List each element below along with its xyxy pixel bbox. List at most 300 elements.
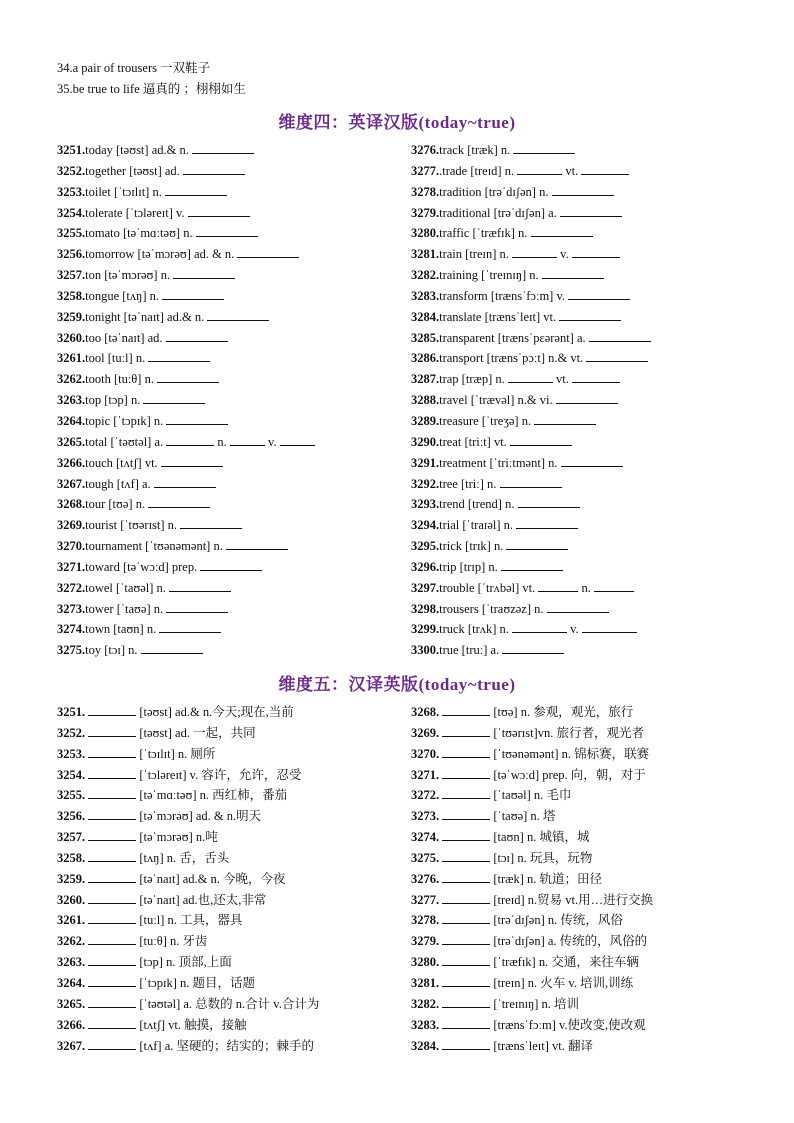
answer-blank[interactable] (166, 600, 228, 613)
item-number: 3259. (57, 309, 86, 324)
item-text: treatment [ˈtriːtmənt] n. (439, 455, 561, 470)
vocab-row (411, 848, 653, 869)
item-number: 3279. (411, 934, 443, 949)
item-number: 3276. (411, 871, 443, 886)
answer-blank[interactable] (568, 287, 630, 300)
answer-blank[interactable] (506, 537, 568, 550)
vocab-row (411, 702, 653, 723)
item-number: 3259. (57, 871, 89, 886)
vocab-row (57, 474, 315, 495)
vocab-row (57, 744, 319, 765)
answer-blank[interactable] (166, 433, 214, 446)
answer-blank[interactable] (586, 349, 648, 362)
item-text: [taʊn] n. 城镇，城 (490, 830, 590, 845)
item-number: 3269. (411, 725, 443, 740)
item-number: 3288. (411, 393, 440, 408)
vocab-row (57, 806, 319, 827)
item-text: toy [tɔɪ] n. (85, 643, 141, 658)
vocab-row (57, 640, 315, 661)
answer-blank[interactable] (442, 849, 490, 862)
item-number: 3298. (411, 601, 440, 616)
vocab-row (411, 432, 651, 453)
item-number: 3265. (57, 434, 86, 449)
answer-blank[interactable] (442, 974, 490, 987)
item-text: tree [triː] n. (439, 476, 500, 491)
answer-blank[interactable] (161, 454, 223, 467)
answer-blank[interactable] (542, 266, 604, 279)
answer-blank[interactable] (280, 433, 315, 446)
item-number: 3272. (411, 788, 443, 803)
item-number: 3283. (411, 288, 440, 303)
answer-blank[interactable] (88, 891, 136, 904)
vocab-row (411, 536, 651, 557)
item-text: toilet [ˈtɔɪlɪt] n. (85, 184, 165, 199)
vocab-row (411, 140, 651, 161)
item-number: 3291. (411, 455, 440, 470)
vocab-row (411, 494, 651, 515)
item-number: 3258. (57, 288, 86, 303)
item-number: 3280. (411, 955, 443, 970)
item-text: [tʌŋ] n. 舌，舌头 (136, 850, 230, 865)
vocab-row (411, 931, 653, 952)
vocab-row (411, 203, 651, 224)
answer-blank[interactable] (594, 579, 634, 592)
answer-blank[interactable] (237, 245, 299, 258)
item-number: 3271. (57, 559, 86, 574)
item-number: 3292. (411, 476, 440, 491)
answer-blank[interactable] (88, 1016, 136, 1029)
item-text: transform [trænsˈfɔːm] v. (439, 288, 569, 303)
item-number: 3261. (57, 913, 89, 928)
item-number: 3293. (411, 497, 440, 512)
item-number: 3297. (411, 580, 440, 595)
item-text: [ˈtʊərɪst]vn. 旅行者，观光者 (490, 725, 644, 740)
answer-blank[interactable] (442, 911, 490, 924)
vocab-row (411, 827, 653, 848)
item-number: 3286. (411, 351, 440, 366)
answer-blank[interactable] (88, 703, 136, 716)
vocab-row (411, 182, 651, 203)
answer-blank[interactable] (173, 266, 235, 279)
answer-blank[interactable] (561, 454, 623, 467)
answer-blank[interactable] (88, 724, 136, 737)
item-number: 3281. (411, 247, 440, 262)
vocab-row (411, 952, 653, 973)
answer-blank[interactable] (500, 475, 562, 488)
vocab-row (57, 494, 315, 515)
answer-blank[interactable] (534, 412, 596, 425)
item-number: 3267. (57, 1038, 89, 1053)
answer-blank[interactable] (88, 974, 136, 987)
item-number: 3282. (411, 996, 443, 1011)
item-text: [ˈtəʊtəl] a. 总数的 n.合计 v.合计为 (136, 996, 320, 1011)
vocab-row (411, 286, 651, 307)
vocab-row (57, 1015, 319, 1036)
vocab-row (57, 702, 319, 723)
vocab-row (411, 765, 653, 786)
vocab-row (57, 599, 315, 620)
item-text: [tɔɪ] n. 玩具，玩物 (490, 850, 593, 865)
vocab-row (411, 369, 651, 390)
item-text: translate [trænsˈleɪt] vt. (439, 309, 560, 324)
answer-blank[interactable] (88, 911, 136, 924)
item-number: 3272. (57, 580, 86, 595)
vocab-row (411, 244, 651, 265)
vocab-row (57, 952, 319, 973)
answer-blank[interactable] (207, 308, 269, 321)
item-number: 3251. (57, 705, 89, 719)
item-text: tooth [tuːθ] n. (85, 372, 158, 387)
section4-left-column (57, 140, 315, 661)
answer-blank[interactable] (442, 828, 490, 841)
item-text: tool [tuːl] n. (85, 351, 149, 366)
answer-blank[interactable] (88, 995, 136, 1008)
vocab-row (411, 161, 651, 182)
answer-blank[interactable] (518, 495, 580, 508)
item-number: 3282. (411, 268, 440, 283)
item-text: [tɔp] n. 顶部,上面 (136, 955, 232, 970)
item-text: [treɪd] n.贸易 vt.用…进行交换 (490, 892, 654, 907)
item-text: [tuːl] n. 工具，器具 (136, 913, 243, 928)
vocab-row (57, 140, 315, 161)
item-text: top [tɔp] n. (85, 393, 144, 408)
vocab-row (411, 599, 651, 620)
vocab-row (411, 348, 651, 369)
intro-lines (57, 58, 246, 100)
item-text: [ˈtɔɪlɪt] n. 厕所 (136, 746, 216, 761)
vocab-row (57, 931, 319, 952)
item-number: 3269. (57, 518, 86, 533)
answer-blank[interactable] (552, 183, 614, 196)
vocab-row (411, 265, 651, 286)
answer-blank[interactable] (531, 224, 593, 237)
vocab-row (57, 973, 319, 994)
answer-blank[interactable] (517, 162, 562, 175)
item-text: [təˈmɑːtəʊ] n. 西红柿，番茄 (136, 788, 288, 803)
item-text: town [taʊn] n. (85, 622, 160, 637)
vocab-row (57, 161, 315, 182)
item-text: travel [ˈtrævəl] n.& vi. (439, 393, 556, 408)
answer-blank[interactable] (560, 204, 622, 217)
answer-blank[interactable] (502, 641, 564, 654)
answer-blank[interactable] (141, 641, 203, 654)
answer-blank[interactable] (442, 870, 490, 883)
item-text: [træk] n. 轨道；田径 (490, 871, 603, 886)
answer-blank[interactable] (88, 932, 136, 945)
vocab-row (57, 286, 315, 307)
answer-blank[interactable] (538, 579, 578, 592)
vocab-row (57, 453, 315, 474)
item-text: tolerate [ˈtɔləreɪt] v. (85, 205, 188, 220)
vocab-row (57, 265, 315, 286)
item-text: too [təˈnaɪt] ad. (85, 330, 166, 345)
item-text: [ˈtaʊəl] n. 毛巾 (490, 788, 572, 803)
vocab-row (57, 785, 319, 806)
answer-blank[interactable] (442, 932, 490, 945)
answer-blank[interactable] (165, 183, 227, 196)
answer-blank[interactable] (159, 620, 221, 633)
item-number: 3287. (411, 372, 440, 387)
item-number: 3275. (57, 643, 86, 658)
item-text: treasure [ˈtreʒə] n. (439, 413, 535, 428)
item-text: [treɪn] n. 火车 v. 培训,训练 (490, 975, 634, 990)
item-text: trend [trend] n. (439, 497, 518, 512)
item-number: 3251. (57, 143, 86, 157)
item-text: towel [ˈtaʊəl] n. (85, 580, 170, 595)
answer-blank[interactable] (589, 329, 651, 342)
item-text: together [təʊst] ad. (85, 163, 183, 178)
vocab-row (57, 890, 319, 911)
item-number: 3274. (411, 830, 443, 845)
item-text: [ˈtaʊə] n. 塔 (490, 809, 556, 824)
answer-blank[interactable] (442, 1016, 490, 1029)
item-text: truck [trʌk] n. (439, 622, 513, 637)
item-number: 3262. (57, 372, 86, 387)
item-number: 3284. (411, 1038, 443, 1053)
item-number: 3260. (57, 330, 86, 345)
answer-blank[interactable] (162, 287, 224, 300)
answer-blank[interactable] (166, 412, 228, 425)
item-number: 3289. (411, 413, 440, 428)
item-number: 3299. (411, 622, 440, 637)
item-number: 3264. (57, 975, 89, 990)
answer-blank[interactable] (442, 807, 490, 820)
item-number: 3270. (411, 746, 443, 761)
item-number: 3260. (57, 892, 89, 907)
answer-blank[interactable] (166, 329, 228, 342)
item-text: ton [təˈmɔrəʊ] n. (85, 268, 174, 283)
answer-blank[interactable] (582, 620, 637, 633)
item-text: total [ˈtəʊtəl] a. (85, 434, 167, 449)
item-number: 3256. (57, 809, 89, 824)
pos-label: vt. (552, 372, 572, 387)
answer-blank[interactable] (510, 433, 572, 446)
vocab-row (57, 369, 315, 390)
vocab-row (411, 390, 651, 411)
item-number: 3274. (57, 622, 86, 637)
item-number: 3273. (57, 601, 86, 616)
item-text: [təˈnaɪt] ad.& n. 今晚，今夜 (136, 871, 286, 886)
vocab-row (411, 806, 653, 827)
answer-blank[interactable] (442, 703, 490, 716)
item-text: [təʊst] ad. 一起，共同 (136, 725, 256, 740)
answer-blank[interactable] (501, 558, 563, 571)
vocab-row (57, 411, 315, 432)
item-number: 3294. (411, 518, 440, 533)
answer-blank[interactable] (148, 495, 210, 508)
answer-blank[interactable] (581, 162, 629, 175)
item-text: [ˈtɔləreɪt] v. 容许，允许，忍受 (136, 767, 302, 782)
answer-blank[interactable] (442, 1037, 490, 1050)
answer-blank[interactable] (516, 516, 578, 529)
answer-blank[interactable] (188, 204, 250, 217)
answer-blank[interactable] (88, 745, 136, 758)
vocab-row (57, 1036, 319, 1057)
answer-blank[interactable] (513, 141, 575, 154)
item-text: trousers [ˈtraʊzəz] n. (439, 601, 547, 616)
item-text: trap [træp] n. (439, 372, 508, 387)
vocab-row (57, 723, 319, 744)
item-number: 3257. (57, 830, 89, 845)
section5-left-column (57, 702, 319, 1056)
vocab-row (57, 328, 315, 349)
answer-blank[interactable] (547, 600, 609, 613)
item-text: treat [triːt] vt. (439, 434, 510, 449)
item-text: trick [trɪk] n. (439, 539, 507, 554)
vocab-row (57, 390, 315, 411)
item-number: 3252. (57, 163, 86, 178)
item-text: true [truː] a. (439, 643, 503, 658)
item-text: traffic [ˈtræfɪk] n. (439, 226, 531, 241)
vocab-row (57, 765, 319, 786)
item-text: [təˈmɔrəʊ] n.吨 (136, 830, 218, 845)
vocab-row (411, 744, 653, 765)
item-text: [tʌf] a. 坚硬的；结实的；棘手的 (136, 1038, 315, 1053)
item-number: 3253. (57, 184, 86, 199)
item-number: 3281. (411, 975, 443, 990)
item-number: 3262. (57, 934, 89, 949)
vocab-row (57, 619, 315, 640)
vocab-row (57, 827, 319, 848)
answer-blank[interactable] (442, 724, 490, 737)
item-text: [təˈnaɪt] ad.也,还太,非常 (136, 892, 267, 907)
answer-blank[interactable] (200, 558, 262, 571)
item-number: 3258. (57, 850, 89, 865)
item-text: today [təʊst] ad.& n. (85, 143, 192, 157)
item-number: 3257. (57, 268, 86, 283)
answer-blank[interactable] (157, 370, 219, 383)
item-number: 3270. (57, 539, 86, 554)
vocab-row (411, 515, 651, 536)
vocab-row (411, 890, 653, 911)
answer-blank[interactable] (442, 766, 490, 779)
vocab-row (411, 474, 651, 495)
item-text: trial [ˈtraɪəl] n. (439, 518, 517, 533)
answer-blank[interactable] (512, 620, 567, 633)
item-number: 3268. (57, 497, 86, 512)
item-text: tomorrow [təˈmɔrəʊ] ad. & n. (85, 247, 238, 262)
answer-blank[interactable] (88, 849, 136, 862)
answer-blank[interactable] (196, 224, 258, 237)
item-text: topic [ˈtɔpɪk] n. (85, 413, 167, 428)
item-number: 3275. (411, 850, 443, 865)
vocab-row (57, 910, 319, 931)
item-number: 3255. (57, 226, 86, 241)
section4-right-column (411, 140, 651, 661)
item-number: 3254. (57, 205, 86, 220)
answer-blank[interactable] (180, 516, 242, 529)
vocab-row (57, 307, 315, 328)
vocab-row (411, 640, 651, 661)
answer-blank[interactable] (88, 870, 136, 883)
item-text: [trænsˈleɪt] vt. 翻译 (490, 1038, 594, 1053)
item-number: 3277. (411, 163, 440, 178)
item-text: trouble [ˈtrʌbəl] vt. (439, 580, 539, 595)
answer-blank[interactable] (226, 537, 288, 550)
item-number: 3295. (411, 539, 440, 554)
pos-label: v. (557, 247, 572, 262)
vocab-row (411, 1036, 653, 1057)
item-text: tour [tʊə] n. (85, 497, 149, 512)
item-number: 3266. (57, 455, 86, 470)
answer-blank[interactable] (442, 745, 490, 758)
answer-blank[interactable] (559, 308, 621, 321)
item-number: 3254. (57, 767, 89, 782)
vocab-row (57, 578, 315, 599)
item-text: [trænsˈfɔːm] v.使改变,使改观 (490, 1017, 646, 1032)
answer-blank[interactable] (143, 391, 205, 404)
vocab-row (411, 223, 651, 244)
answer-blank[interactable] (88, 828, 136, 841)
answer-blank[interactable] (148, 349, 210, 362)
answer-blank[interactable] (556, 391, 618, 404)
answer-blank[interactable] (169, 579, 231, 592)
vocab-row (57, 223, 315, 244)
item-text: [tuːθ] n. 牙齿 (136, 934, 208, 949)
vocab-row (57, 348, 315, 369)
item-text: training [ˈtreɪnɪŋ] n. (439, 268, 542, 283)
answer-blank[interactable] (88, 786, 136, 799)
item-text: tongue [tʌŋ] n. (85, 288, 163, 303)
answer-blank[interactable] (88, 1037, 136, 1050)
item-text: .trade [treɪd] n. (439, 163, 518, 178)
pos-label: n. (214, 434, 230, 449)
vocab-row (57, 432, 315, 453)
item-number: 3261. (57, 351, 86, 366)
pos-label: vt. (562, 163, 582, 178)
answer-blank[interactable] (512, 245, 557, 258)
item-number: 3265. (57, 996, 89, 1011)
vocab-row (57, 848, 319, 869)
answer-blank[interactable] (88, 953, 136, 966)
vocab-row (57, 536, 315, 557)
section4-title: 维度四：英译汉版(today~true) (278, 113, 516, 132)
vocab-row (57, 182, 315, 203)
item-text: trip [trɪp] n. (439, 559, 501, 574)
item-number: 3268. (411, 705, 443, 719)
answer-blank[interactable] (442, 953, 490, 966)
item-text: [təˈmɔrəʊ] ad. & n.明天 (136, 809, 262, 824)
answer-blank[interactable] (88, 766, 136, 779)
answer-blank[interactable] (572, 245, 620, 258)
section5-right-column (411, 702, 653, 1056)
vocab-row (57, 203, 315, 224)
answer-blank[interactable] (572, 370, 620, 383)
item-text: tradition [trəˈdɪʃən] n. (439, 184, 552, 199)
pos-label: v. (264, 434, 280, 449)
section5-title: 维度五：汉译英版(today~true) (278, 675, 516, 694)
item-number: 3285. (411, 330, 440, 345)
item-text: [trəˈdɪʃən] a. 传统的，风俗的 (490, 934, 648, 949)
item-number: 3279. (411, 205, 440, 220)
answer-blank[interactable] (183, 162, 245, 175)
pos-label: v. (567, 622, 582, 637)
answer-blank[interactable] (88, 807, 136, 820)
answer-blank[interactable] (230, 433, 265, 446)
answer-blank[interactable] (442, 786, 490, 799)
item-number: 3284. (411, 309, 440, 324)
answer-blank[interactable] (508, 370, 553, 383)
item-text: transparent [trænsˈpɛərənt] a. (439, 330, 589, 345)
vocab-row (57, 515, 315, 536)
item-text: tough [tʌf] a. (85, 476, 154, 491)
answer-blank[interactable] (442, 891, 490, 904)
intro-line: 34.a pair of trousers 一双鞋子 (57, 61, 211, 75)
answer-blank[interactable] (192, 141, 254, 154)
answer-blank[interactable] (154, 475, 216, 488)
item-number: 3278. (411, 184, 440, 199)
answer-blank[interactable] (442, 995, 490, 1008)
